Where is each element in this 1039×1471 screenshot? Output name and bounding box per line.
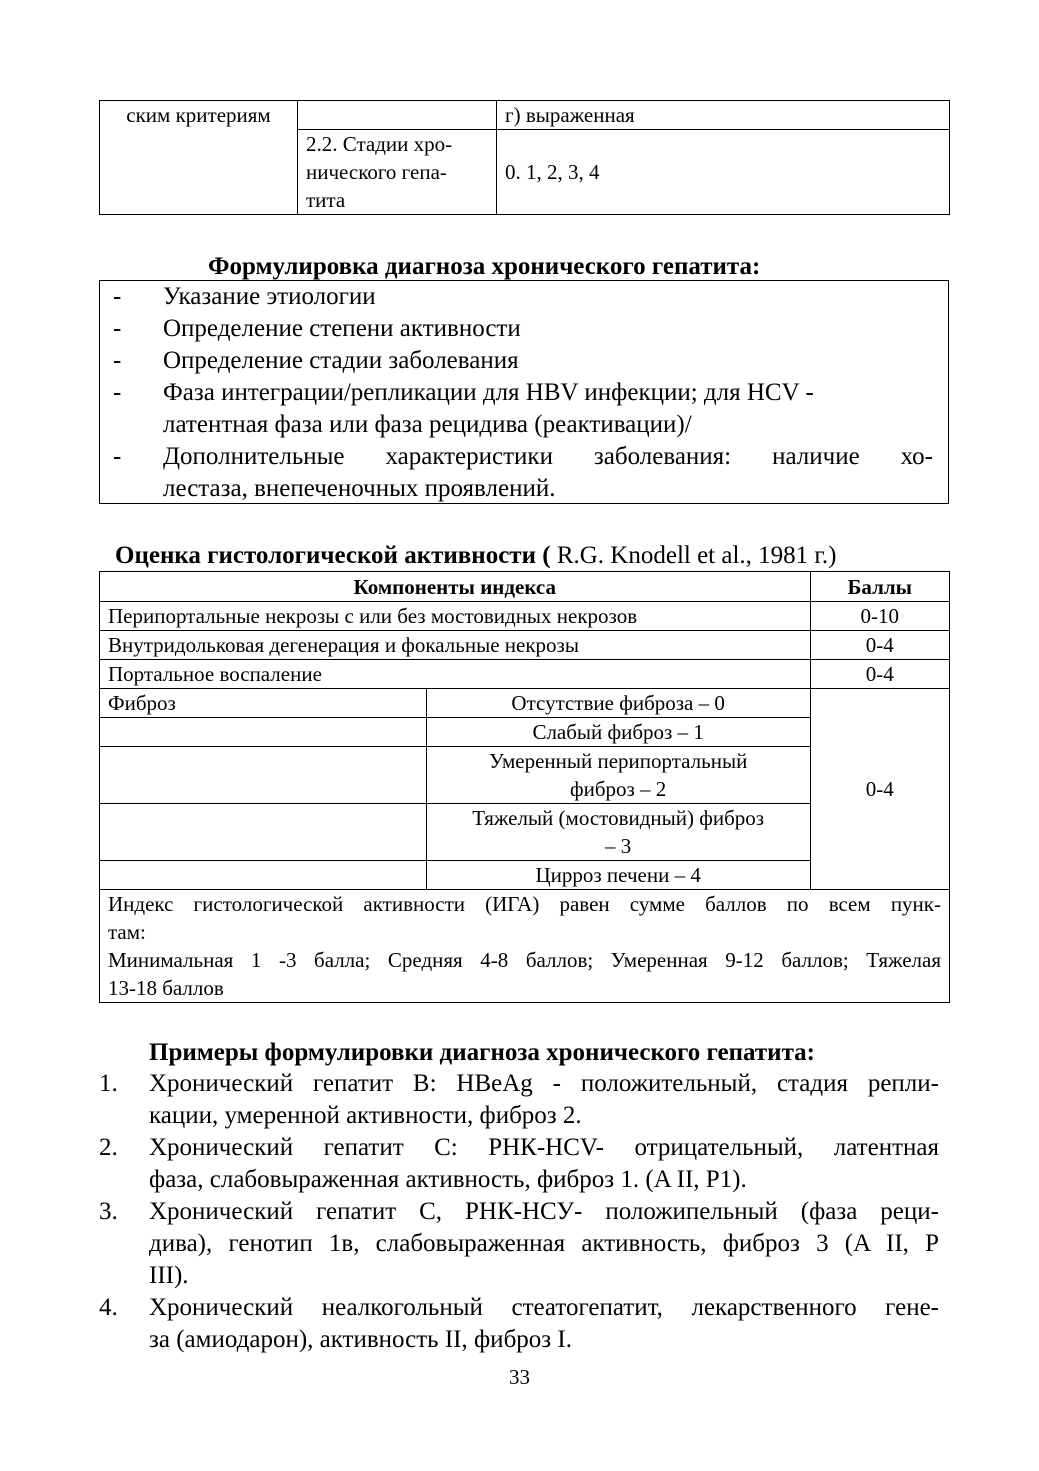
stages-table-continuation bbox=[99, 100, 950, 215]
table-row: Портальное воспаление 0-4 bbox=[100, 660, 950, 689]
list-item: 1. Хронический гепатит В: HBeAg - положительный, стадия репли- кации, умеренной активности, фиброз 2. bbox=[99, 1070, 939, 1129]
list-item: - Определение степени активности bbox=[113, 315, 521, 342]
list-item: 2. Хронический гепатит С: РНК-HCV- отрицательный, латентная фаза, слабовыраженная активность, фиброз 1. (A II, P1). bbox=[99, 1134, 939, 1193]
severity-cell: г) выраженная bbox=[497, 101, 950, 130]
col-header-components: Компоненты индекса bbox=[100, 572, 811, 602]
col-header-score: Баллы bbox=[810, 572, 949, 602]
stages-values-cell: 0. 1, 2, 3, 4 bbox=[497, 130, 950, 215]
list-item: 4. Хронический неалкогольный стеатогепатит, лекарственного гене- за (амиодарон), активность II, фиброз I. bbox=[99, 1294, 939, 1353]
list-item: - Дополнительные характеристики заболевания: наличие хо- лестаза, внепеченочных проявлений. bbox=[113, 443, 933, 502]
formulation-list-box bbox=[99, 280, 949, 504]
table-row bbox=[100, 890, 950, 1003]
knodell-heading: Оценка гистологической активности ( R.G. Knodell et al., 1981 г.) bbox=[115, 542, 837, 569]
table-row: Умеренный перипортальный фиброз – 2 bbox=[100, 747, 950, 804]
table-row: Перипортальные некрозы с или без мостовидных некрозов 0-10 bbox=[100, 602, 950, 631]
list-item: 3. Хронический гепатит С, РНК-НСУ- положипельный (фаза реци- дива), генотип 1в, слабовыраженная активность, фиброз 3 (A II, P III). bbox=[99, 1198, 939, 1289]
list-item: - Фаза интеграции/репликации для HBV инфекции; для HCV - латентная фаза или фаза рецидива (реактивации)/ bbox=[113, 379, 814, 438]
fibrosis-score: 0-4 bbox=[810, 689, 949, 890]
formulation-heading: Формулировка диагноза хронического гепатита: bbox=[208, 253, 761, 280]
table-row: Фиброз Отсутствие фиброза – 0 0-4 bbox=[100, 689, 950, 718]
examples-heading: Примеры формулировки диагноза хронического гепатита: bbox=[149, 1039, 815, 1066]
empty-cell bbox=[298, 101, 497, 130]
list-item: - Указание этиологии bbox=[113, 283, 376, 310]
page-number: 33 bbox=[509, 1365, 530, 1389]
stages-label-cell: 2.2. Стадии хро- нического гепа- тита bbox=[298, 130, 497, 215]
table-row: Внутридольковая дегенерация и фокальные некрозы 0-4 bbox=[100, 631, 950, 660]
examples-list bbox=[99, 1068, 939, 1356]
table-row: Цирроз печени – 4 bbox=[100, 861, 950, 890]
table-row: Тяжелый (мостовидный) фиброз – 3 bbox=[100, 804, 950, 861]
table-row: Слабый фиброз – 1 bbox=[100, 718, 950, 747]
criteria-cell: ским критериям bbox=[100, 101, 298, 215]
fibrosis-label: Фиброз bbox=[100, 689, 427, 718]
knodell-table bbox=[99, 571, 950, 1003]
list-item: - Определение стадии заболевания bbox=[113, 347, 519, 374]
index-note: Индекс гистологической активности (ИГА) равен сумме баллов по всем пунк- там: Минимальная 1 -3 балла; Средняя 4-8 баллов; Умеренная 9-12 баллов; Тяжелая 13-18 баллов bbox=[100, 890, 950, 1003]
